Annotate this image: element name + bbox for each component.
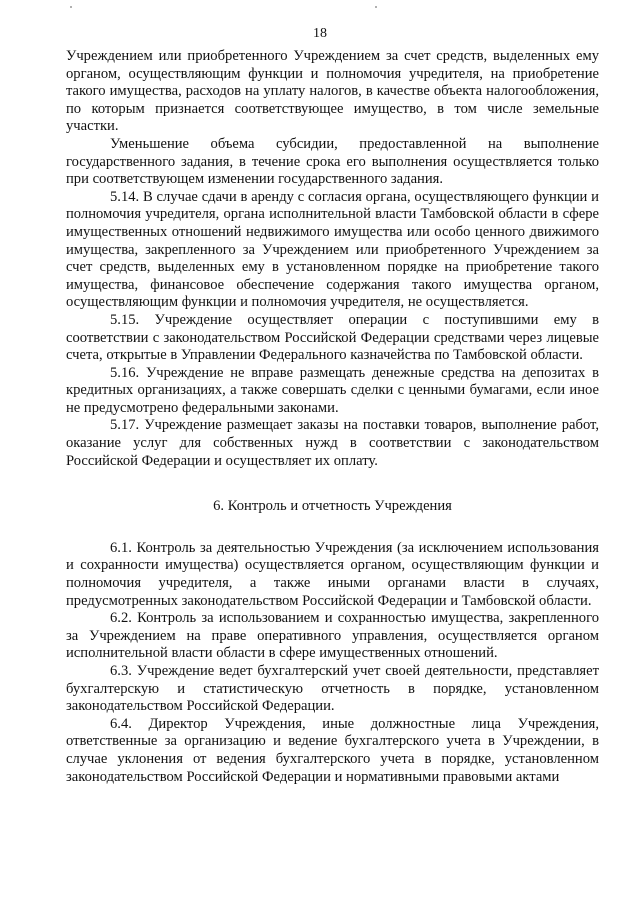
scan-artifact-dot <box>70 6 72 8</box>
paragraph-5-16: 5.16. Учреждение не вправе размещать денежные средства на депозитах в кредитных организациях, а также совершать сделки с ценными бумагами, если иное не предусмотрено федеральными законами. <box>66 364 599 416</box>
scan-artifact-dot <box>375 6 377 8</box>
paragraph-5-15: 5.15. Учреждение осуществляет операции с поступившими ему в соответствии с законодательством Российской Федерации средствами через лицевые счета, открытые в Управлении Федерального казначейства по Тамбовской области. <box>66 311 599 364</box>
paragraph-6-1: 6.1. Контроль за деятельностью Учреждения (за исключением использования и сохранности имущества) осуществляется органом, осуществляющим функции и полномочия учредителя, а также иными органами власти в случаях, предусмотренных законодательством Российской Федерации и Тамбовской области. <box>66 539 599 609</box>
section-heading-6: 6. Контроль и отчетность Учреждения <box>213 498 452 515</box>
document-body <box>66 48 599 786</box>
paragraph-subsidy-reduction: Уменьшение объема субсидии, предоставленной на выполнение государственного задания, в течение срока его выполнения осуществляется только при соответствующем изменении государственного задания. <box>66 135 599 188</box>
paragraph-5-17: 5.17. Учреждение размещает заказы на поставки товаров, выполнение работ, оказание услуг для собственных нужд в соответствии с законодательством Российской Федерации и осуществляет их оплату. <box>66 417 599 469</box>
paragraph-5-14: 5.14. В случае сдачи в аренду с согласия органа, осуществляющего функции и полномочия учредителя, органа исполнительной власти Тамбовской области в сфере имущественных отношений недвижимого имущества или особо ценного движимого имущества, закрепленного за Учреждением или приобретенного Учреждением за счет средств, выделенных ему в установленном порядке на приобретение такого имущества, финансовое обеспечение содержания такого имущества органом, осуществляющим функции и полномочия учредителя, не осуществляется. <box>66 188 599 311</box>
paragraph-continuation: Учреждением или приобретенного Учреждением за счет средств, выделенных ему органом, осуществляющим функции и полномочия учредителя, на приобретение такого имущества, расходов на уплату налогов, в качестве объекта налогообложения, по которым признается соответствующее имущество, в том числе земельные участки. <box>66 48 599 135</box>
paragraph-6-4: 6.4. Директор Учреждения, иные должностные лица Учреждения, ответственные за организацию и ведение бухгалтерского учета в Учреждении, в случае уклонения от ведения бухгалтерского учета в порядке, установленном законодательством Российской Федерации и нормативными правовыми актами <box>66 715 599 785</box>
paragraph-6-3: 6.3. Учреждение ведет бухгалтерский учет своей деятельности, представляет бухгалтерскую и статистическую отчетность в порядке, установленном законодательством Российской Федерации. <box>66 663 599 715</box>
paragraph-6-2: 6.2. Контроль за использованием и сохранностью имущества, закрепленного за Учреждением на праве оперативного управления, осуществляется органом исполнительной власти области в сфере имущественных отношений. <box>66 610 599 662</box>
page-number: 18 <box>313 26 327 41</box>
